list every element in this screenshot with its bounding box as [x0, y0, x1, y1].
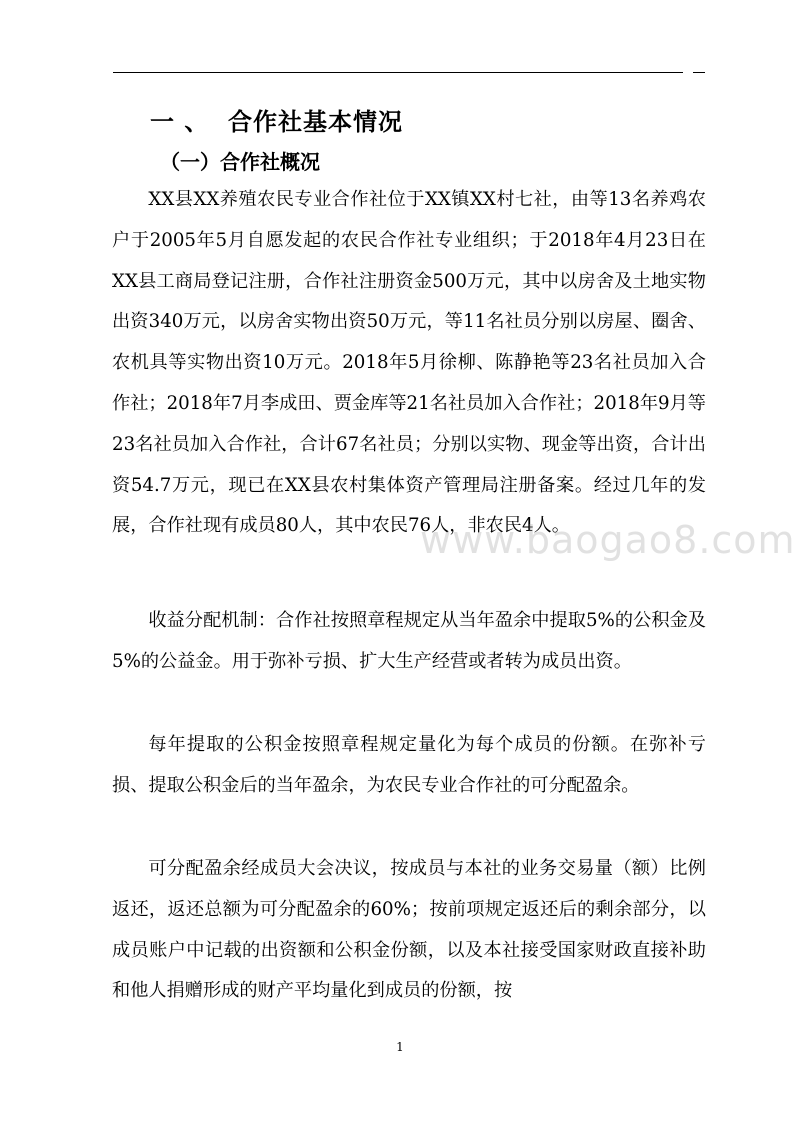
section-number: 一 、	[150, 108, 210, 136]
paragraph-overview: XX县XX养殖农民专业合作社位于XX镇XX村七社，由等13名养鸡农户于2005年5月自愿发起的农民合作社专业组织；于2018年4月23日在XX县工商局登记注册，合作社注册资金500万元，其中以房舍及土地实物出资340万元，以房舍实物出资50万元，等11名社员分别以房屋、圈舍、农机具等实物出资10万元。2018年5月徐柳、陈静艳等23名社员加入合作社；2018年7月李成田、贾金库等21名社员加入合作社；2018年9月等23名社员加入合作社，合计67名社员；分别以实物、现金等出资，合计出资54.7万元，现已在XX县农村集体资产管理局注册备案。经过几年的发展，合作社现有成员80人，其中农民76人，非农民4人。	[112, 189, 706, 537]
page-number: 1	[396, 1040, 404, 1054]
header-rule	[113, 72, 683, 73]
paragraph-reserve-fund: 每年提取的公积金按照章程规定量化为每个成员的份额。在弥补亏损、提取公积金后的当年盈余，为农民专业合作社的可分配盈余。	[112, 734, 706, 796]
paragraph-distributable-surplus: 可分配盈余经成员大会决议，按成员与本社的业务交易量（额）比例返还，返还总额为可分配盈余的60%；按前项规定返还后的剩余部分，以成员账户中记载的出资额和公积金份额，以及本社接受国家财政直接补助和他人捐赠形成的财产平均量化到成员的份额，按	[112, 858, 706, 1002]
header-rule-mark	[693, 72, 705, 73]
section-title: 合作社基本情况	[228, 108, 403, 136]
subsection-heading: （一）合作社概况	[160, 150, 320, 174]
paragraph-profit-distribution: 收益分配机制：合作社按照章程规定从当年盈余中提取5%的公积金及5%的公益金。用于弥补亏损、扩大生产经营或者转为成员出资。	[112, 610, 706, 672]
section-heading	[150, 102, 403, 137]
watermark: www.baogao8.com	[420, 518, 796, 562]
